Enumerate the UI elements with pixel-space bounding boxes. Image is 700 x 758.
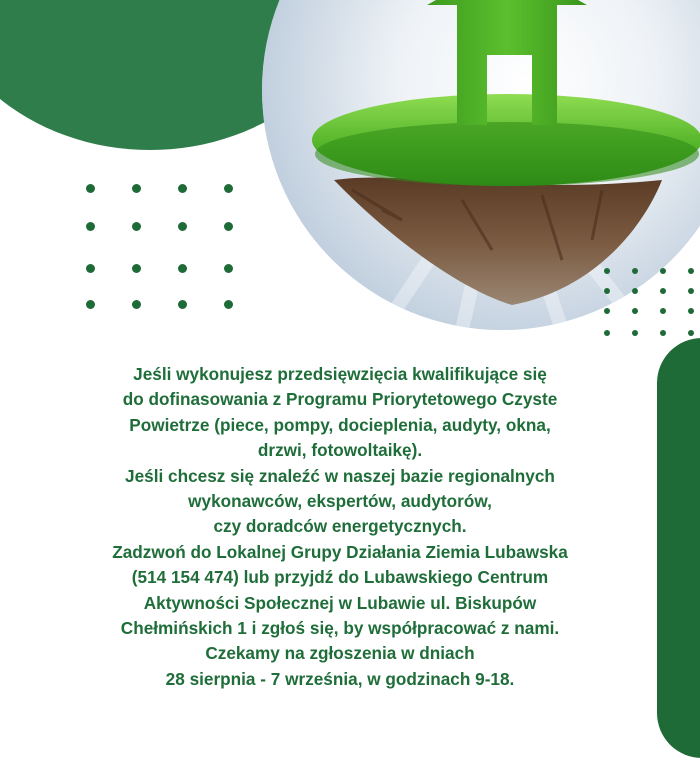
dot xyxy=(688,330,694,336)
floating-island-illustration xyxy=(262,0,700,330)
text-line: Zadzwoń do Lokalnej Grupy Działania Ziemia Lubawska xyxy=(112,541,568,562)
dot xyxy=(178,264,187,273)
dot xyxy=(632,268,638,274)
dot xyxy=(178,222,187,231)
dot xyxy=(632,330,638,336)
dot xyxy=(86,222,95,231)
dot xyxy=(604,268,610,274)
dot xyxy=(132,300,141,309)
text-line: Jeśli wykonujesz przedsięwzięcia kwalifikujące się xyxy=(133,364,547,384)
dot xyxy=(660,308,666,314)
dot xyxy=(604,288,610,294)
dot xyxy=(132,264,141,273)
text-line: 28 sierpnia - 7 września, w godzinach 9-18. xyxy=(165,668,515,689)
dot xyxy=(632,308,638,314)
text-line: Czekamy na zgłoszenia w dniach xyxy=(205,643,475,664)
dot xyxy=(660,330,666,336)
text-line: Chełmińskich 1 i zgłoś się, by współpracować z nami. xyxy=(120,618,560,639)
text-line: Powietrze (piece, pompy, docieplenia, audyty, okna, xyxy=(129,414,551,435)
dot xyxy=(688,308,694,314)
dot xyxy=(224,184,233,193)
dot xyxy=(688,268,694,274)
text-line: Jeśli chcesz się znaleźć w naszej bazie regionalnych xyxy=(125,465,555,486)
text-line: wykonawców, ekspertów, audytorów, xyxy=(188,491,492,512)
dot xyxy=(132,222,141,231)
dot xyxy=(86,300,95,309)
dot xyxy=(604,308,610,314)
dot xyxy=(604,330,610,336)
text-line: do dofinasowania z Programu Priorytetowego Czyste xyxy=(122,389,558,410)
dot xyxy=(224,222,233,231)
dot xyxy=(132,184,141,193)
dot xyxy=(224,264,233,273)
dot xyxy=(688,288,694,294)
text-line: Aktywności Społecznej w Lubawie ul. Biskupów xyxy=(143,592,537,613)
text-line: czy doradców energetycznych. xyxy=(213,516,467,537)
dot xyxy=(178,300,187,309)
text-line: (514 154 474) lub przyjdź do Lubawskiego Centrum xyxy=(131,567,549,588)
dot xyxy=(224,300,233,309)
text-line: drzwi, fotowoltaikę). xyxy=(257,440,423,461)
dot xyxy=(86,264,95,273)
dot xyxy=(178,184,187,193)
dot xyxy=(632,288,638,294)
dot xyxy=(660,288,666,294)
announcement-text xyxy=(20,362,660,692)
dot xyxy=(86,184,95,193)
house-island-photo xyxy=(262,0,700,330)
decorative-green-pill xyxy=(657,338,700,758)
dot xyxy=(660,268,666,274)
